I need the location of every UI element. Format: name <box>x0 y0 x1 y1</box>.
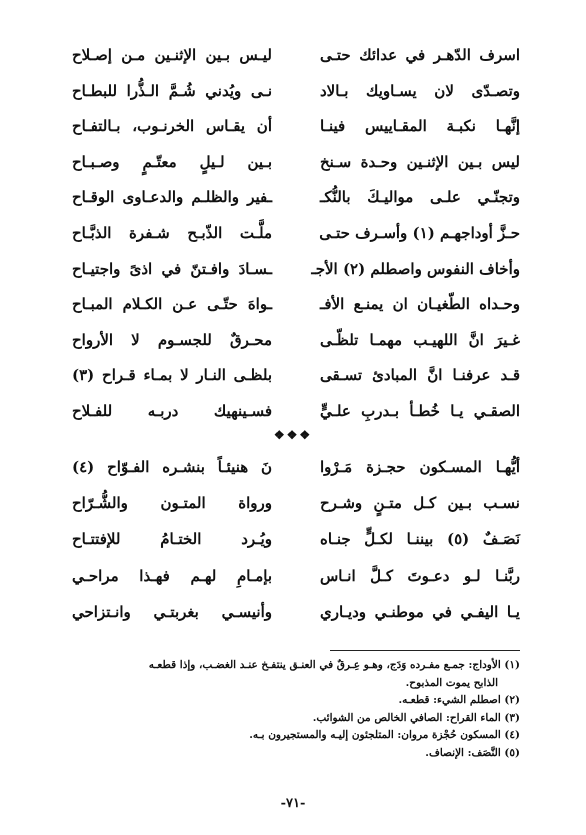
verse-line <box>72 182 520 212</box>
verse-second-hemistich: بإمـامِ لهـم فهـذا مراحـي <box>72 566 272 585</box>
footnotes <box>66 657 520 762</box>
verse-line <box>72 218 520 248</box>
verse-second-hemistich: أن يقـاس الخرنـوب، بـالتفـاح <box>72 117 272 136</box>
verse-line <box>72 325 520 355</box>
verse-second-hemistich: ـواهَ حتّـى عـن الكـلام المبـاح <box>72 295 272 314</box>
verse-second-hemistich: فسـينهيك دربـه للفـلاح <box>72 402 272 420</box>
verse-line <box>72 40 520 70</box>
section-separator: ❖❖❖ <box>273 428 313 442</box>
verse-line <box>72 254 520 284</box>
verse-second-hemistich: ـفير والظلـم والدعـاوى الوقـاح <box>72 188 272 207</box>
footnote: (١) الأوداج: جمـع مفـرده وَدَج، وهـو عِـرقٌ في العنـق ينتفـخ عنـد الغضـب، وإذا قطعـه <box>148 659 520 671</box>
verse-first-hemistich: قـد عرفنـا انَّ المبادئ تسـقى <box>320 366 520 385</box>
verse-first-hemistich: غـيرَ انَّ اللهيـب مهمـا تلظّـى <box>320 330 520 349</box>
verse-line <box>72 597 520 627</box>
footnote: الذابح يموت المذبوح. <box>405 676 498 689</box>
verse-first-hemistich: حـزَّ أوداجهـم (١) وأسـرف حتـى <box>319 224 520 242</box>
verse-second-hemistich: وأنيسـي بغربتـي وانـتزاحي <box>72 602 272 621</box>
verse-second-hemistich: نَ هنيئـاً بنشـره الفـوّاح (٤) <box>72 458 272 476</box>
verse-second-hemistich: ملَّـت الذّبـح شـفرة الذبَّـاح <box>72 224 272 242</box>
footnote: (٤) المسكون حُجْزة مروان: المتلجئون إليـه والمستجيرون بـه. <box>249 729 520 741</box>
verse-second-hemistich: ورواة المتـون والشُّـرّاح <box>72 494 272 513</box>
footnote-rule <box>330 650 520 651</box>
verse-second-hemistich: ويُـرد الختـامُ للإفتتـاح <box>72 530 272 549</box>
verse-line <box>72 452 520 482</box>
verse-first-hemistich: إنَّهـا نكبـة المقـاييس فينـا <box>320 117 520 136</box>
verse-line <box>72 76 520 106</box>
verse-line <box>72 524 520 554</box>
verse-first-hemistich: اسرف الدّهـر في عدائك حتـى <box>320 46 520 64</box>
verse-second-hemistich: بلظـى النـار لا بمـاء قـراح (٣) <box>72 366 272 385</box>
verse-line <box>72 111 520 141</box>
verse-second-hemistich: نـى ويُدني شُـمَّ الـذُّرا للبطـاح <box>72 81 272 100</box>
page-number: -٧١- <box>280 796 306 811</box>
verse-first-hemistich: ربَّنـا لـو دعـوتَ كـلَّ انـاس <box>320 566 520 585</box>
verse-line <box>72 147 520 177</box>
verse-first-hemistich: نَصَـفٌ (٥) بيننـا لكـلٍّ جنـاه <box>320 530 520 549</box>
verse-first-hemistich: الصقـي يـا خُطـأ بـدربِ علـيٍّ <box>320 402 520 420</box>
verse-second-hemistich: بـين لـيلٍ معتّـمٍ وصـبـاح <box>72 152 272 171</box>
verse-first-hemistich: وأخاف النفوس واصطلم (٢) الأجـ <box>311 259 520 278</box>
verse-second-hemistich: ليـس بـين الإثنـين مـن إصـلاح <box>72 46 272 64</box>
verse-first-hemistich: يـا اليفـي في موطنـي وديـاري <box>320 602 520 621</box>
verse-first-hemistich: ليس بـين الإثنـين وحـدة سـنخ <box>320 152 520 171</box>
verse-first-hemistich: وتجنّـي علـى مواليـكَ بالنُّكـ <box>320 188 520 207</box>
verse-line <box>72 561 520 591</box>
verse-second-hemistich: ـسـادَ وافـتنّ في اذىً واجتيـاح <box>72 259 272 278</box>
footnote: (٢) اصطلم الشيء: قطعـه. <box>398 694 520 706</box>
verse-first-hemistich: وتصـدّى لان يسـاويك بـالاد <box>320 81 520 100</box>
verse-first-hemistich: نسـب بـين كـل متـنٍ وشـرح <box>320 494 520 513</box>
footnote: (٥) النَّصَف: الإنصاف. <box>425 746 520 759</box>
verse-second-hemistich: محـرقٌ للجسـوم لا الأرواح <box>72 330 272 349</box>
verse-first-hemistich: وحـداه الطّغيـان ان يمنـع الأفـ <box>320 295 520 314</box>
verse-line <box>72 488 520 518</box>
verse-line <box>72 289 520 319</box>
verse-line <box>72 360 520 390</box>
verse-line <box>72 396 520 426</box>
verse-first-hemistich: أيُّهـا المسـكون حجـزة مَـرْوا <box>320 458 520 476</box>
footnote: (٣) الماء القراح: الصافي الخالص من الشوائب. <box>312 711 520 724</box>
